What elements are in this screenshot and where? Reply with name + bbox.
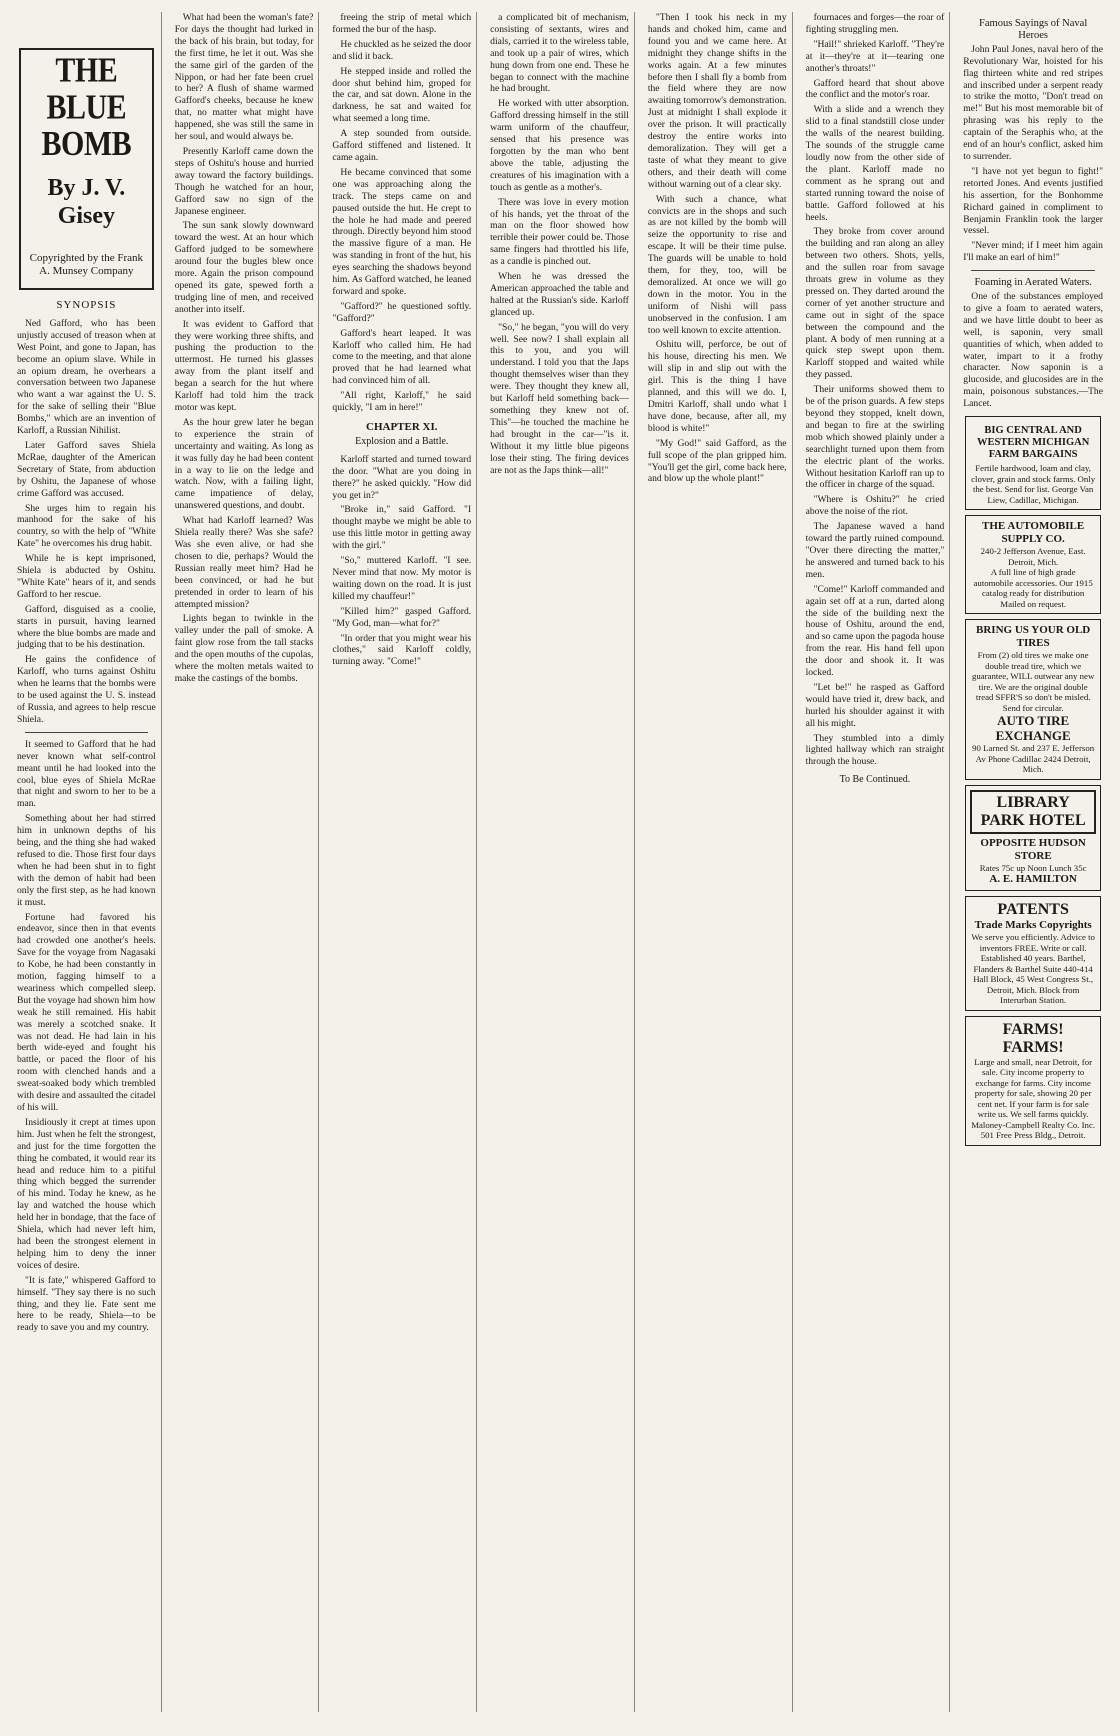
story-paragraph: "It is fate," whispered Gafford to himself. "They say there is no such thing, and they lie. Fate sent me here to be ready, Shiela—to be ready to save you and my country. [17,1274,156,1334]
ad-heading: BRING US YOUR OLD TIRES [976,624,1091,650]
chapter-number: CHAPTER XI. [366,421,438,433]
ad-heading: BIG CENTRAL AND WESTERN MICHIGAN FARM BARGAINS [976,425,1090,461]
story-paragraph: Karloff started and turned toward the door. "What are you doing in there?" he asked quickly. "How did you get in?" [332,453,472,501]
column-5 [643,12,793,1712]
story-paragraph: Lights began to twinkle in the valley under the pall of smoke. A faint glow rose from the tall stacks and the open mouths of the cupolas, where the molten metals waited to make the castings of the bombs. [174,613,314,684]
story-paragraph: It seemed to Gafford that he had never known what self-control meant until he had looked into the cool, blue eyes of Shiela McRae that night and sworn to her to be a man. [17,738,156,810]
story-paragraph: Oshitu will, perforce, be out of his house, directing his men. We will slip in and slip out with the girl. This is the thing I have planned, and this will we do. I, Dmitri Karloff, shall undo what I have done, because, after all, my blood is white!" [647,339,787,434]
story-paragraph: "In order that you might wear his clothes," said Karloff coldly, turning away. "Come!" [332,632,472,668]
synopsis-paragraph: Gafford, disguised as a coolie, starts in pursuit, having learned where the blue bombs are made and judging that to be his destination. [17,603,156,651]
synopsis-paragraph: He gains the confidence of Karloff, who turns against Oshitu when he learns that the bombs were to be used against the U. S. instead of Russia, and agrees to help rescue Shiela. [17,654,156,725]
ad-hotel-rates: Rates 75c up Noon Lunch 35c [979,862,1087,873]
ad-library-park-hotel [965,785,1101,892]
article-paragraph: John Paul Jones, naval hero of the Revolutionary War, hoisted for his flag thirteen white and red stripes and inscribed under a serpent ready to strike the motto, "Don't tread on me!" But his most memorable bit of phrasing was his reply to the captain of the Seraphis who, at the end of an hour's conflict, asked him to surrender. [963,43,1103,162]
story-paragraph: As the hour grew later he began to experience the strain of uncertainty and waiting. As long as it was fully day he had been content in a way to lie on the ledge and watch. Now, with a failing light, came impatience of delay, unanswered questions, and doubt. [174,416,314,512]
column-6 [801,12,951,1712]
synopsis-paragraph: She urges him to regain his manhood for the sake of his country, so with the help of "White Kate" he overcomes his drug habit. [17,502,156,550]
story-title: THE BLUE BOMB [41,51,132,164]
ad-address: 240-2 Jefferson Avenue, East. Detroit, Mich. [980,546,1086,567]
story-paragraph: "So," muttered Karloff. "I see. Never mind that now. My motor is waiting down on the road. It is just killed my chauffeur!" [332,555,472,602]
newspaper-page [12,12,1108,1712]
ad-text: From (2) old tires we make one double tread tire, which we guarantee, WILL outwear any new tire. We are the original double tread SFFR'S so don't be misled. Send for circular. [971,650,1095,713]
chapter-title: Explosion and a Battle. [355,435,449,447]
story-paragraph: "Let be!" he rasped as Gafford would have tried it, drew back, and hurled his shoulder against it with all his might. [805,681,945,729]
story-paragraph: What had been the woman's fate? For days the thought had lurked in the back of his brain, but today, for the first time, he let it out. Was she the same girl of the garden of the Nippon, or had her fate been cruel to her? A flush of shame warmed Gafford's cheeks, because he knew that, no matter what might have happened, she was still the same in her soul, and would always be. [174,12,314,143]
story-paragraph: Gafford heard that shout above the conflict and the motor's roar. [805,77,945,101]
story-paragraph: "Where is Oshitu?" he cried above the noise of the riot. [805,494,945,518]
story-paragraph: Gafford's heart leaped. It was Karloff who called him. He had come to the meeting, and that alone proved that he had learned what had convinced him of all. [332,327,472,387]
ad-hotel-name: LIBRARY PARK HOTEL [970,790,1096,834]
ad-address: 90 Larned St. and 237 E. Jefferson Av Phone Cadillac 2424 Detroit, Mich. [972,743,1095,775]
story-paragraph: Presently Karloff came down the steps of Oshitu's house and hurried away toward the factory buildings. Though he watched for an hour, Gafford saw no sign of the Japanese engineer. [174,145,314,217]
story-paragraph: "All right, Karloff," he said quickly, "I am in here!" [332,390,472,414]
story-paragraph: "Broke in," said Gafford. "I thought maybe we might be able to use this little motor in getting away with the girl." [332,504,472,552]
story-paragraph: He worked with utter absorption. Gafford dressing himself in the still warm uniform of the chauffeur, sensed that his presence was forgotten by the man who bent above the table, adjusting the creatures of his imagination with a touch as gentle as a mother's. [490,98,629,193]
ad-text: Fertile hardwood, loam and clay, clover, grain and stock farms. Only the best. Send for list. George Van Liew, Cadillac, Michigan. [971,463,1096,505]
copyright-notice: Copyrighted by the Frank A. Munsey Company [29,252,144,277]
story-paragraph: "Gafford?" he questioned softly. "Gafford?" [332,300,472,324]
story-paragraph: With a slide and a wrench they slid to a final standstill close under the walls of the nearest building. The sounds of the struggle came loudly now from the other side of the plant. Karloff made no comment as he sprang out and started running toward the noise of battle. Gafford followed at his heels. [805,104,945,223]
story-paragraph: It was evident to Gafford that they were working three shifts, and pushing the production to the uttermost. He turned his glasses away from the plant itself and began a search for the hut where Karloff had told him the track motor was kept. [174,318,314,413]
story-paragraph: With such a chance, what convicts are in the shops and such as are not killed by the bomb will seize the opportunity to rise and escape. It will be their time pulse. The guards will be unable to hold them, for they, too, will be demoralized. At once we will go down in the motor. You in the uniform of Nishi will pass unobserved in the confusion. I am too well known to excite attention. [647,193,787,336]
story-paragraph: "Hail!" shrieked Karloff. "They're at it—they're at it—tearing one another's throats!" [805,38,945,74]
ad-automobile-supply [965,515,1101,614]
byline: By J. V. Gisey [47,175,126,229]
divider [25,732,148,733]
synopsis-paragraph: While he is kept imprisoned, Shiela is abducted by Oshitu. "White Kate" hears of it, and sends Gafford to her rescue. [17,553,156,600]
story-paragraph: "Come!" Karloff commanded and again set off at a run, darted along the side of the building next the house of Oshitu, around the end, and so came upon the pagoda house from the rear. His hand fell upon the door and shook it. It was locked. [805,583,945,679]
ad-heading: THE AUTOMOBILE SUPPLY CO. [982,520,1085,546]
ad-tire-exchange [965,619,1101,780]
article-title: Famous Sayings of Naval Heroes [979,18,1088,41]
ad-business-name: AUTO TIRE EXCHANGE [995,713,1071,744]
to-be-continued: To Be Continued. [839,774,911,786]
masthead-box [19,48,154,290]
story-paragraph: There was love in every motion of his hands, yet the throat of the man on the floor showed how terrible their power could be. Those same fingers had throttled his life, as a candle is pinched out. [490,196,629,268]
ad-heading: PATENTS [997,901,1069,919]
column-1 [12,12,162,1712]
article-paragraph: "I have not yet begun to fight!" retorted Jones. And events justified his assertion, for the Bonhomme Richard gained in compliment to Benjamin Franklin took the larger vessel. [963,165,1103,237]
ad-hotel-sub: OPPOSITE HUDSON STORE [980,836,1086,862]
story-paragraph: "So," he began, "you will do very well. See now? I shall explain all this to you, and you will understand. I told you that the Japs thought themselves wiser than they were. They thought they knew all, but Karloff held something back—something they knew not of. This"—he touched the machine he had brought in the car—"is it. Without it my little blue pigeons lose their sting. The firing devices are not as the Japs think—all!" [490,321,629,476]
story-paragraph: When he was dressed the American approached the table and halted at the Russian's side. Karloff glanced up. [490,271,629,318]
ad-text: We serve you efficiently. Advice to inventors FREE. Write or call. Established 40 years. Barthel, Flanders & Barthel Suite 440-414 Hall Block, 45 West Congress St., Detroit, Mich. Block from Interurban Station. [971,932,1095,1006]
divider [971,270,1095,271]
ad-text: Large and small, near Detroit, for sale. City income property to exchange for farms. City income property for sale, showing 20 per cent net. If your farm is for sale write us. We sell farms quickly. Maloney-Campbell Realty Co. Inc. 501 Free Press Bldg., Detroit. [971,1056,1096,1141]
story-paragraph: The Japanese waved a hand toward the partly ruined compound. "Over there directing the matter," he answered and turned back to his men. [805,521,945,580]
article-paragraph: "Never mind; if I meet him again I'll make an earl of him!" [963,240,1103,264]
ad-heading: FARMS! FARMS! [1002,1020,1064,1056]
story-paragraph: He stepped inside and rolled the door shut behind him, groped for the car, and sat down. Alone in the darkness, he sat and waited for what seemed a long time. [332,65,472,125]
story-paragraph: "My God!" said Gafford, as the full scope of the plan gripped him. "You'll get the girl, come back here, and blow up the whole plant!" [647,437,787,485]
column-3 [327,12,477,1712]
story-paragraph: a complicated bit of mechanism, consisting of sextants, wires and dials, carried it to the wireless table, and took up a pair of wires, which hung down from one end. These he began to connect with the machine he had brought. [490,12,629,95]
ad-text: A full line of high grade automobile accessories. Our 1915 catalog ready for distribution Mailed on request. [973,567,1093,609]
ad-farms [965,1016,1101,1146]
story-paragraph: "Killed him?" gasped Gafford. "My God, man—what for?" [332,605,472,629]
story-paragraph: "Then I took his neck in my hands and choked him, came and found you and we came here. At midnight they change shifts in the works again. At a few minutes before then I shall fly a bomb from the field where they are now awaiting tomorrow's demonstration. Just at midnight I shall explode it over the prison. It will practically destroy the entire works into demoralization. They will get a taste of what they meant to give others, and their death will come without warning out of a clear sky. [647,12,787,190]
story-paragraph: They broke from cover around the building and ran along an alley between two others. Shots, yells, and the sullen roar from savage throats grew in volume as they pressed on. They darted around the corner of yet another structure and came out in sight of the space between the compound and the plant. A body of men running at a quick step swept upon them. Karloff stopped and waited while they passed. [805,226,945,381]
story-paragraph: What had Karloff learned? Was Shiela really there? Was she safe? Was she even alive, or had she chosen to die, perhaps? Would the Russian really meet him? Had he been convinced, or had he but pretended in order to learn of his attempted mission? [174,515,314,610]
column-2 [170,12,320,1712]
story-paragraph: They stumbled into a dimly lighted hallway which ran straight through the house. [805,732,945,768]
short-item-title: Foaming in Aerated Waters. [974,277,1092,289]
ads-section [963,416,1103,1146]
ad-hotel-owner: A. E. HAMILTON [989,873,1077,886]
column-4 [485,12,635,1712]
story-paragraph: Fortune had favored his endeavor, since then in that events had crowded one another's heels. Save for the voyage from Nagasaki to Kobe, he had been constantly in motion, fagging himself to a weariness which compelled sleep. But the voyage had shown him how weak he still remained. His habit was merely a scotched snake. It was not dead. He had lain in his berth wide-eyed and fought his battle, or paced the floor of his room with clenched hands and a sweat-soaked body which trembled with desire and assaulted the citadel of his will. [17,911,156,1113]
story-paragraph: The sun sank slowly downward toward the west. At an hour which Gafford judged to be somewhere around four the bugles blew once more. Again the prison compound opened its gate, spewed forth a trudging line of men, and received another into itself. [174,220,314,315]
story-paragraph: He became convinced that some one was approaching along the track. The steps came on and paused outside the hut. He crept to the hole he had made and peered through. Directly beyond him stood the massive figure of a man. He was standing in front of the hut, his eyes searching the shadows beyond him. As Gafford watched, he leaned forward and spoke. [332,166,472,297]
story-paragraph: Something about her had stirred him in unknown depths of his being, and the thing she had waked refused to die. Those first four days when he had been shut in to fight with the demon of habit had been only the first step, as he had known it must. [17,813,156,908]
short-item-text: One of the substances employed to give a foam to aerated waters, and we have little doubt to beer as well, is saponin, very small quantities of which, when added to water, impart to it a frothy character. Now saponin is a glucoside, and glucosides are in the main, poisonous substances.—The Lancet. [963,291,1103,410]
story-paragraph: Insidiously it crept at times upon him. Just when he felt the strongest, and just for the time forgotten the thing he combated, it would rear its head and reduce him to a pitiful thing which begged the surrender of his mind. Today he knew, as he lay and watched the house which held her in bondage, that the face of Shiela, which had never left him, had been the strongest element in helping him to deny the inner voices of desire. [17,1116,156,1271]
ad-farm-bargains [965,416,1101,510]
synopsis-paragraph: Later Gafford saves Shiela McRae, daughter of the American Secretary of State, from abduction by Oshitu, the Japanese of whose crime Gafford was accused. [17,439,156,499]
synopsis-paragraph: Ned Gafford, who has been unjustly accused of treason when at West Point, and gone to Japan, has become an opium slave. While in an opium dream, he overhears a conversation between two Japanese who want a war against the U. S. for the sake of selling their "Blue Bombs," which are an invention of Karloff, a Russian Nihilist. [17,317,156,437]
ad-subheading: Trade Marks Copyrights [974,919,1092,932]
ad-patents [965,896,1101,1011]
column-7 [958,12,1108,1712]
story-paragraph: A step sounded from outside. Gafford stiffened and listened. It came again. [332,128,472,163]
story-paragraph: Their uniforms showed them to be of the prison guards. A few steps beyond they stopped, knelt down, and began to fire at the swirling mob which showed plainly under a searchlight turned upon them from the electric plant of the works. Without hesitation Karloff ran up to the officer in charge of the squad. [805,384,945,491]
story-paragraph: He chuckled as he seized the door and slid it back. [332,38,472,62]
story-paragraph: fournaces and forges—the roar of fighting struggling men. [805,12,945,35]
story-paragraph: freeing the strip of metal which formed the bur of the hasp. [332,12,472,35]
synopsis-heading: SYNOPSIS [56,299,117,311]
